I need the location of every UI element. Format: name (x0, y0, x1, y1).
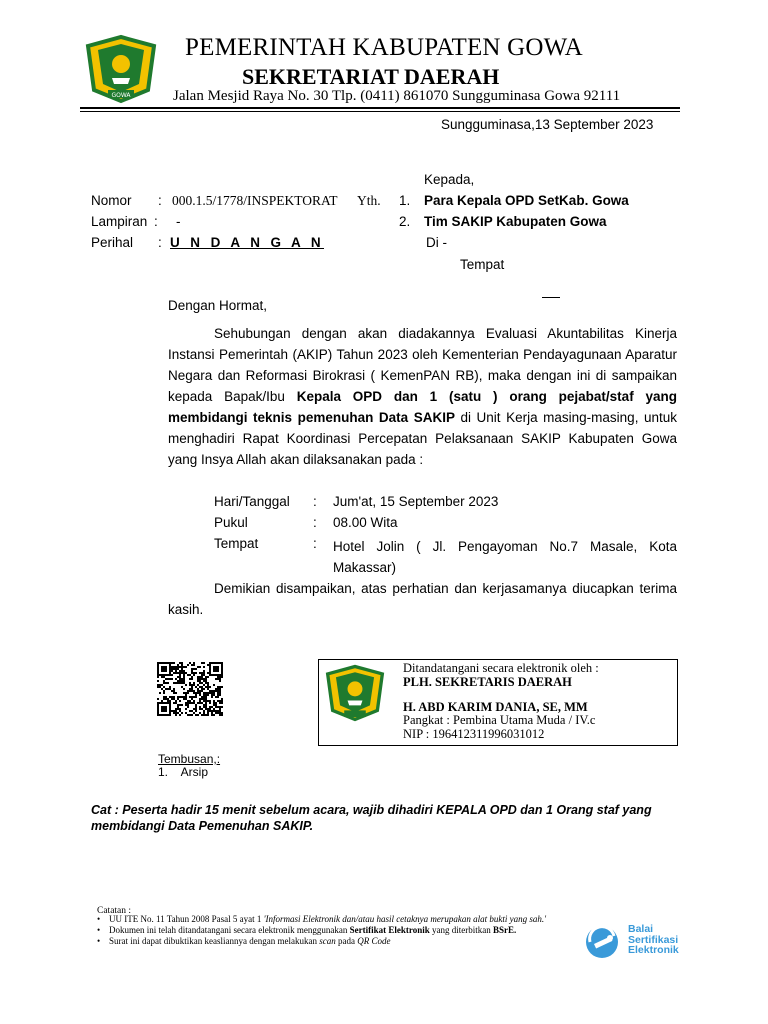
signature-title: PLH. SEKRETARIS DAERAH (403, 675, 572, 689)
signature-name: H. ABD KARIM DANIA, SE, MM (403, 700, 588, 714)
letterhead-office: SEKRETARIAT DAERAH (242, 64, 500, 89)
bsre-logo-icon (582, 924, 622, 960)
catatan-item: • Surat ini dapat dibuktikan keasliannya dengan melakukan scan pada QR Code (97, 936, 557, 947)
recipient-number-1: 1. (399, 193, 411, 208)
body-text-1: Sehubungan dengan akan diadakannya Evaluasi Akuntabilitas Kinerja Instansi Pemerintah (AKIP) Tahun 2023 oleh Kementerian Pendayagunaan Aparatur Negara dan Reformasi Birokrasi ( KemenPAN RB), maka dengan ini di sampaikan kepada Bapak/Ibu (168, 326, 677, 404)
letterhead-government: PEMERINTAH KABUPATEN GOWA (185, 34, 583, 61)
detail-colon-time: : (313, 515, 317, 530)
catatan-item: • Dokumen ini telah ditandatangani secara elektronik menggunakan Sertifikat Elektronik yang diterbitkan BSrE. (97, 925, 557, 936)
body-paragraph (168, 323, 677, 470)
detail-label-date: Hari/Tanggal (214, 494, 290, 509)
lampiran-value: - (176, 214, 181, 229)
letterhead-rule-thick (80, 107, 680, 109)
detail-value-time: 08.00 Wita (333, 515, 398, 530)
letterhead-rule-thin (80, 111, 680, 112)
body-bold-text: Kepala OPD dan 1 (satu ) orang pejabat/staf yang membidangi teknis pemenuhan Data SAKIP (168, 389, 678, 425)
perihal-value: U N D A N G A N (170, 235, 324, 250)
detail-label-place: Tempat (214, 536, 259, 551)
letterhead-address: Jalan Mesjid Raya No. 30 Tlp. (0411) 861070 Sungguminasa Gowa 92111 (173, 88, 621, 104)
closing-paragraph: Demikian disampaikan, atas perhatian dan kerjasamanya diucapkan terima kasih. (168, 581, 677, 617)
gowa-emblem-logo-small (322, 664, 388, 722)
recipient-number-2: 2. (399, 214, 411, 229)
detail-colon-place: : (313, 536, 317, 551)
yth-label: Yth. (357, 193, 381, 208)
signature-nip: NIP : 196412311996031012 (403, 727, 545, 741)
lampiran-label: Lampiran (91, 214, 148, 229)
detail-label-time: Pukul (214, 515, 248, 530)
tempat-address-label: Tempat (460, 257, 505, 272)
catatan-label: Catatan : (97, 906, 132, 916)
recipient-1: Para Kepala OPD SetKab. Gowa (424, 193, 629, 208)
detail-colon-date: : (313, 494, 317, 509)
nomor-colon: : (158, 193, 162, 208)
nomor-label: Nomor (91, 193, 132, 208)
lampiran-colon: : (154, 214, 158, 229)
gowa-emblem-logo (82, 34, 160, 104)
detail-value-place: Hotel Jolin ( Jl. Pengayoman No.7 Masale, Kota Makassar) (333, 539, 677, 575)
salutation: Dengan Hormat, (168, 298, 268, 313)
signature-rank: Pangkat : Pembina Utama Muda / IV.c (403, 713, 596, 727)
perihal-colon: : (158, 235, 162, 250)
di-label: Di - (426, 235, 447, 250)
decorative-dash (542, 297, 560, 298)
signature-caption: Ditandatangani secara elektronik oleh : (403, 661, 599, 675)
recipient-2: Tim SAKIP Kabupaten Gowa (424, 214, 607, 229)
tembusan-label: Tembusan,: (158, 752, 221, 766)
kepada-label: Kepada, (424, 172, 475, 187)
bsre-logo-text: Balai Sertifikasi Elektronik (628, 923, 679, 956)
attendance-note: Cat : Peserta hadir 15 menit sebelum acara, wajib dihadiri KEPALA OPD dan 1 Orang staf yang membidangi Data Pemenuhan SAKIP. (91, 803, 652, 833)
logo-text: GOWA (111, 92, 131, 99)
body-text-2: di Unit Kerja masing-masing, untuk menghadiri Rapat Koordinasi Percepatan Pelaksanaan SAKIP Kabupaten Gowa yang Insya Allah akan dilaksanakan pada : (168, 410, 678, 467)
detail-value-date: Jum'at, 15 September 2023 (333, 494, 499, 509)
letter-date: Sungguminasa,13 September 2023 (441, 117, 654, 132)
qr-code-icon[interactable] (157, 662, 223, 716)
tembusan-item: 1. Arsip (158, 765, 209, 779)
catatan-list (97, 914, 557, 947)
catatan-item: • UU ITE No. 11 Tahun 2008 Pasal 5 ayat 1 'Informasi Elektronik dan/atau hasil cetaknya merupakan alat bukti yang sah.' (97, 914, 557, 925)
perihal-label: Perihal (91, 235, 134, 250)
nomor-value: 000.1.5/1778/INSPEKTORAT (172, 193, 338, 208)
